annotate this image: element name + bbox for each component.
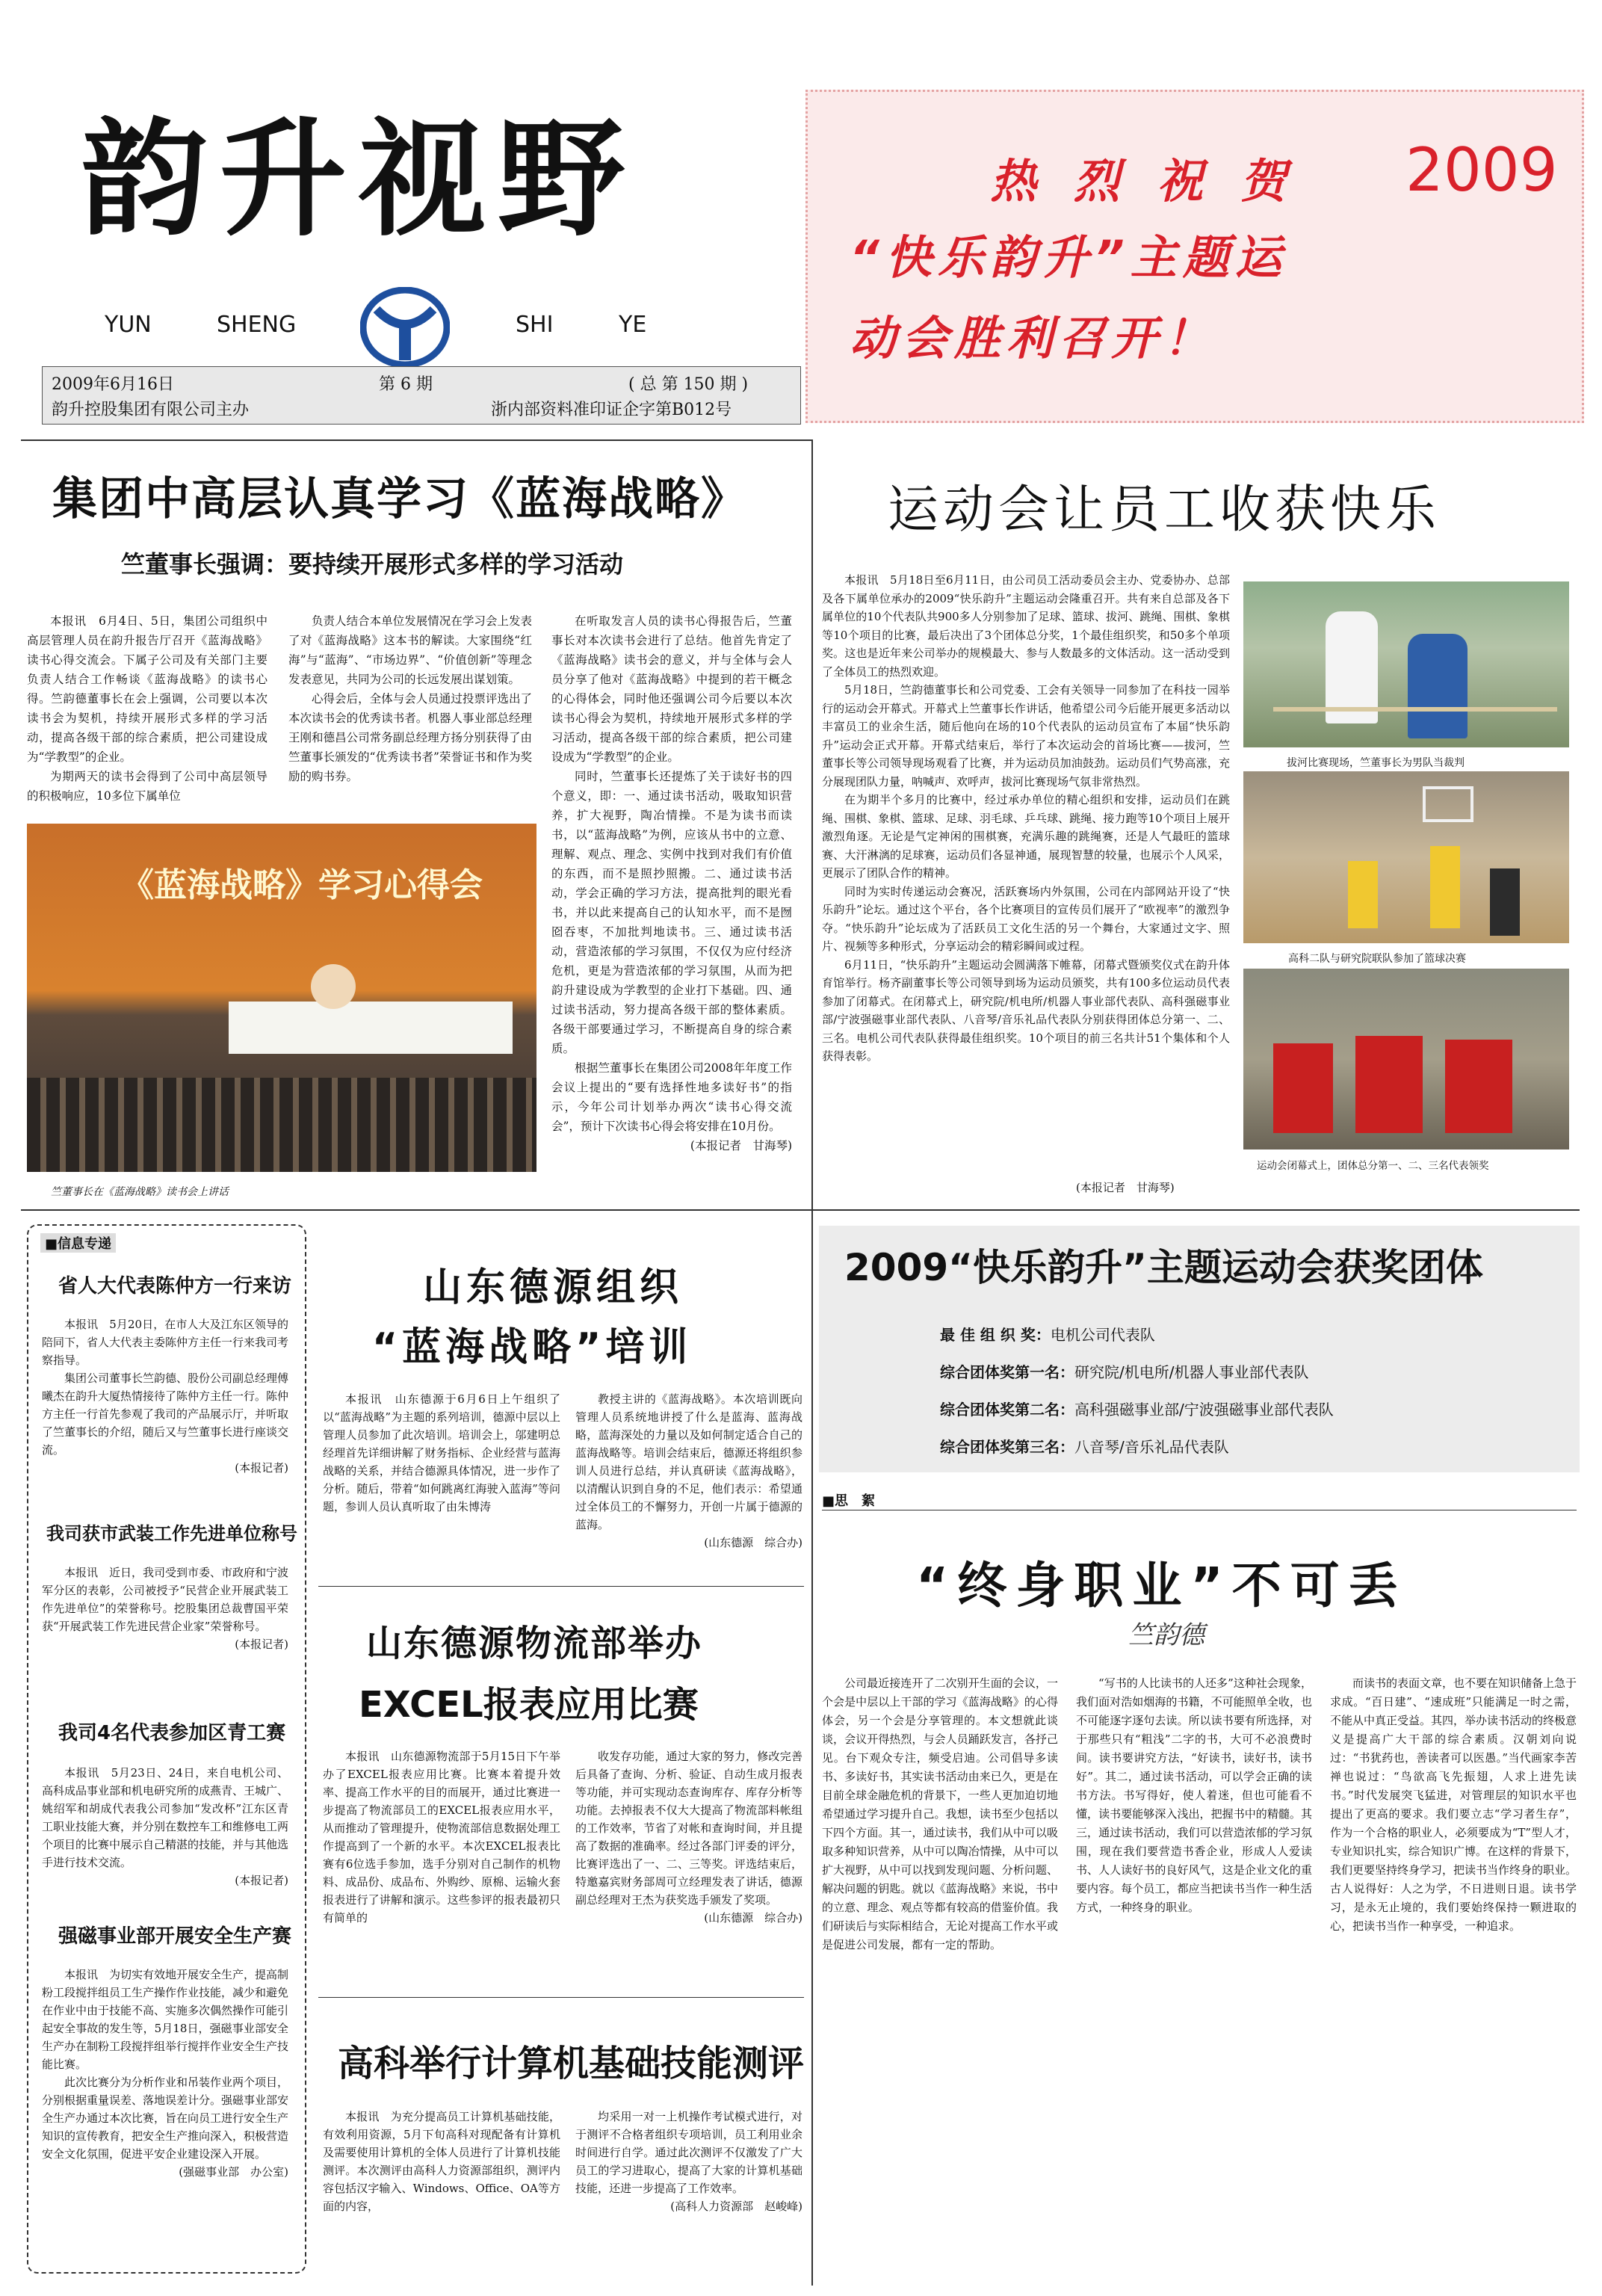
games-body	[822, 571, 1230, 1169]
audience	[27, 1078, 536, 1172]
para: 集团公司董事长竺韵德、股份公司副总经理傅曦杰在韵升大厦热情接待了陈仲方主任一行。陈仲方主任一行首先参观了我司的产品展示厅，并听取了竺董事长的介绍，随后又与竺董事长进行座谈交流。	[42, 1371, 288, 1457]
info-item-body	[42, 1315, 288, 1502]
essay-col2	[1076, 1674, 1312, 2280]
pinyin-ye: YE	[619, 312, 647, 338]
player	[1430, 846, 1460, 928]
blue-ocean-col2	[288, 611, 532, 813]
info-item-body	[42, 1764, 288, 1943]
para: 6月11日，“快乐韵升”主题运动会圆满落下帷幕，闭幕式暨颁奖仪式在韵升体育馆举行。杨齐副董事长等公司领导到场为运动员颁奖，共有100多位运动员代表参加了闭幕式。在闭幕式上，研究院/机电所/机器人事业部代表队、高科强磁事业部/宁波强磁事业部代表队、八音琴/音乐礼品代表队分别获得团体总分第一、二、三名。电机公司代表队获得最佳组织奖。10个项目的前三名共计51个集体和个人获得表彰。	[822, 957, 1230, 1063]
para: 心得会后，全体与会人员通过投票评选出了本次读书会的优秀读书者。机器人事业部总经理王刚和德昌公司常务副总经理方扬分别获得了由竺董事长颁发的“优秀读书者”荣誉证书和作为奖励的购书券。	[288, 692, 532, 783]
column-divider-top	[811, 439, 813, 1209]
games-byline: (本报记者 甘海琴)	[1076, 1181, 1175, 1194]
award-label: 综合团体奖第一名：	[940, 1363, 1074, 1381]
computer-col2	[575, 2108, 802, 2280]
essay-label: ■思 絮	[822, 1493, 876, 1509]
awards-title: 2009“快乐韵升”主题运动会获奖团体	[844, 1246, 1483, 1289]
para: 均采用一对一上机操作考试模式进行，对于测评不合格者组织专项培训，员工利用业余时间进行自学。通过此次测评不仅激发了广大员工的学习进取心，提高了大家的计算机基础技能，还进一步提高了工作效率。	[575, 2110, 802, 2195]
banner-year: 2009	[1405, 135, 1558, 205]
award-label: 综合团体奖第二名：	[940, 1401, 1074, 1419]
section-divider	[21, 1209, 1580, 1211]
byline: (山东德源 综合办)	[704, 1536, 802, 1549]
training-headline-2: “蓝海战略”培训	[372, 1325, 693, 1370]
company-logo	[360, 287, 450, 368]
para: 本报讯 5月18日至6月11日，由公司员工活动委员会主办、党委协办、总部及各下属单位承办的2009“快乐韵升”主题运动会隆重召开。共有来自总部及各下属单位的10个代表队共900多人分别参加了足球、篮球、拔河、跳绳、围棋、象棋等10个项目的比赛，最后决出了3个团体总分奖，1个最佳组织奖，和50多个单项奖。这也是近年来公司举办的规模最大、参与人数最多的文体活动。这一活动受到了全体员工的热烈欢迎。	[822, 573, 1230, 679]
hoop	[1423, 786, 1473, 822]
info-item-body	[42, 1564, 288, 1713]
byline: (高科人力资源部 赵峻峰)	[670, 2200, 802, 2213]
para: 本报讯 山东德源于6月6日上午组织了以“蓝海战略”为主题的系列培训，德源中层以上管理人员参加了此次培训。培训会上，邬建明总经理首先详细讲解了财务指标、企业经营与蓝海战略的关系，并结合德源具体情况，进一步作了分析。随后，带着“如何跳离红海驶入蓝海”等问题，参训人员认真听取了由朱博涛	[323, 1392, 560, 1513]
essay-col1	[822, 1674, 1058, 2280]
celebration-banner	[805, 90, 1584, 423]
banner-line2: “快乐韵升”主题运	[850, 230, 1287, 285]
pinyin-shi: SHI	[516, 312, 554, 338]
byline: (本报记者 甘海琴)	[690, 1139, 792, 1152]
award-value: 高科强磁事业部/宁波强磁事业部代表队	[1074, 1401, 1334, 1419]
para: 本报讯 山东德源物流部于5月15日下午举办了EXCEL报表应用比赛。比赛本着提升效率、提高工作水平的目的而展开，通过比赛进一步提高了物流部员工的EXCEL报表应用水平，从而推动了管理提升，使物流部信息数据处理工作提高到了一个新的水平。本次EXCEL报表比赛有6位选手参加，选手分别对自己制作的机物料、成品份、成品布、外购纱、原棉、运输火套报表进行了讲解和演示。这些参评的报表最初只有简单的	[323, 1750, 560, 1925]
essay-title: “终身职业”不可丢	[916, 1557, 1407, 1614]
para: 本报讯 为切实有效地开展安全生产，提高制粉工段搅拌组员工生产操作作业技能，减少和避免在作业中由于技能不高、实施多次偶然操作可能引起安全事故的发生等，5月18日，强磁事业部安全生产办在制粉工段搅拌组举行搅拌作业安全生产技能比赛。	[42, 1968, 288, 2071]
award-row	[940, 1323, 1155, 1345]
info-box	[27, 1224, 306, 2274]
byline: (本报记者)	[235, 1461, 288, 1475]
tug-photo-caption: 拔河比赛现场，竺董事长为男队当裁判	[1287, 757, 1465, 769]
computer-headline: 高科举行计算机基础技能测评	[338, 2043, 805, 2084]
training-col2	[575, 1390, 802, 1570]
award-row	[940, 1360, 1308, 1382]
blue-ocean-photo-caption: 竺董事长在《蓝海战略》读书会上讲话	[51, 1186, 229, 1198]
award-banner	[1273, 1043, 1333, 1133]
info-item-title: 我司4名代表参加区青工赛	[58, 1722, 286, 1744]
blue-ocean-photo	[27, 824, 536, 1172]
issue-info-box	[42, 366, 801, 425]
stage-table	[229, 1002, 513, 1054]
para: 在听取发言人员的读书心得报告后，竺董事长对本次读书会进行了总结。他首先肯定了《蓝海战略》读书会的意义，并与全体与会人员分享了他对《蓝海战略》中提到的若干概念的心得体会，同时他还强调公司今后要以本次读书心得会为契机，持续地开展形式多样的学习活动，提高各级干部的综合素质，把公司建设成为“学教型”的企业。	[551, 614, 792, 764]
computer-col1	[323, 2108, 560, 2280]
para: 同时，竺董事长还提炼了关于读好书的四个意义，即：一、通过读书活动，吸取知识营养，扩大视野，陶冶情操。不是为读书而读书，以“蓝海战略”为例，应该从书中的立意、理解、观点、理念、实例中找到对我们有价值的东西，而不是照抄照搬。二、通过读书活动，学会正确的学习方法，提高批判的眼光看书，并以此来提高自己的认知水平，而不是囫囵吞枣，不加批判地读书。三、通过读书活动，营造浓郁的学习氛围，不仅仅为应付经济危机，更是为营造浓郁的学习氛围，从而为把韵升建设成为学教型的企业打下基础。四、通过读书活动，努力提高各级干部的整体素质。各级干部要通过学习，不断提高自身的综合素质。	[551, 770, 792, 1055]
byline: (山东德源 综合办)	[704, 1911, 802, 1925]
para: 本报讯 5月23日、24日，来自电机公司、高科成品事业部和机电研究所的成燕青、王城广、姚绍军和胡成代表我公司参加“发改杯”江东区青工职业技能大赛，并分别在数控车工和维修电工两个项目的比赛中展示自己精湛的技能，并与其他选手进行技术交流。	[42, 1766, 288, 1869]
ceremony-photo-caption: 运动会闭幕式上，团体总分第一、二、三名代表领奖	[1257, 1160, 1489, 1172]
award-banner	[1355, 1036, 1423, 1133]
para: 5月18日，竺韵德董事长和公司党委、工会有关领导一同参加了在科技一园举行的运动会开幕式。开幕式上竺董事长作讲话，他希望公司今后能开展更多活动以丰富员工的业余生活，随后他向在场的10个代表队的运动员宣布了本届“快乐韵升”运动会正式开幕。开幕式结束后，举行了本次运动会的首场比赛——拔河，竺董事长等公司领导现场观看了比赛，并为运动员加油鼓劲。运动员们气势高涨，充分展现团队力量，呐喊声、欢呼声，拔河比赛现场气氛非常热烈。	[822, 683, 1230, 789]
award-row	[940, 1435, 1229, 1457]
pinyin-yun: YUN	[105, 312, 152, 338]
byline: (本报记者)	[235, 1638, 288, 1651]
award-row	[940, 1398, 1334, 1419]
info-box-label: ■信息专递	[40, 1233, 116, 1253]
issue-number: 第 6 期	[379, 375, 433, 394]
training-headline-1: 山东德源组织	[423, 1265, 684, 1310]
byline: (本报记者)	[235, 1874, 288, 1887]
award-banner	[1445, 1040, 1512, 1133]
banner-line1: 热 烈 祝 贺	[990, 154, 1297, 209]
award-label: 综合团体奖第三名：	[940, 1438, 1074, 1456]
blue-ocean-subhead: 竺董事长强调：要持续开展形式多样的学习活动	[121, 550, 624, 578]
para: 同时为实时传递运动会赛况，活跃赛场内外氛围，公司在内部网站开设了“快乐韵升”论坛。通过这个平台，各个比赛项目的宣传员们展开了“欧视率”的激烈争夺。“快乐韵升”论坛成为了活跃员工文化生活的另一个舞台，大家通过文字、照片、视频等多种形式，分享运动会的精彩瞬间或过程。	[822, 884, 1230, 953]
games-headline: 运动会让员工收获快乐	[888, 481, 1441, 540]
para: 本报讯 6月4日、5日，集团公司组织中高层管理人员在韵升报告厅召开《蓝海战略》读书心得交流会。下属子公司及有关部门主要负责人结合工作畅谈《蓝海战略》的读书心得。竺韵德董事长在会上强调，公司要以本次读书会为契机，持续开展形式多样的学习活动，提高各级干部的综合素质，把公司建设成为“学教型”的企业。	[27, 614, 267, 764]
divider	[318, 1997, 804, 1998]
excel-headline-1: 山东德源物流部举办	[366, 1623, 703, 1664]
para: 公司最近接连开了二次别开生面的会议，一个会是中层以上干部的学习《蓝海战略》的心得体会，另一个会是分享管理的。本文想就此谈谈，会议开得热烈，与会人员踊跃发言，各抒己见。台下观众专注，频受启迪。公司倡导多读书、多读好书，其实读书活动由来已久，更是在目前全球金融危机的背景下，一些人更加迫切地希望通过学习提升自己。我想，读书至少包括以下四个方面。其一，通过读书，我们从中可以吸取多种知识营养，从中可以陶冶情操，从中可以扩大视野，从中可以找到发现问题、分析问题、解决问题的钥匙。就以《蓝海战略》来说，书中的立意、理念、观点等都有较高的借鉴价值。我们研读后与实际相结合，无论对提高工作水平或是促进公司发展，都有一定的帮助。	[822, 1676, 1058, 1951]
awards-box	[819, 1226, 1580, 1472]
info-item-title: 强磁事业部开展安全生产赛	[58, 1925, 292, 1948]
para: 本报讯 5月20日，在市人大及江东区领导的陪同下，省人大代表主委陈仲方主任一行来我司考察指导。	[42, 1318, 288, 1367]
para: 本报讯 近日，我司受到市委、市政府和宁波军分区的表彰，公司被授予“民营企业开展武装工作先进单位”的荣誉称号。挖股集团总裁曹国平荣获“开展武装工作先进民营企业家”荣誉称号。	[42, 1566, 288, 1633]
player	[1348, 861, 1378, 928]
excel-headline-2: EXCEL报表应用比赛	[359, 1684, 699, 1726]
closing-ceremony-photo	[1243, 969, 1569, 1149]
speaker-figure	[311, 964, 356, 1009]
para: 此次比赛分为分析作业和吊装作业两个项目，分别根据重量误差、落地误差计分。强磁事业部安全生产办通过本次比赛，旨在向员工进行安全生产知识的宣传教育，把安全生产推向深入，积极营造安全文化氛围，促进平安企业建设深入开展。	[42, 2076, 288, 2161]
award-value: 八音琴/音乐礼品代表队	[1074, 1438, 1229, 1456]
para: 而读书的表面文章，也不要在知识储备上急于求成。“百日建”、“速成班”只能满足一时之需，不能从中真正受益。其四，举办读书活动的终极意义是提高广大干部的综合素质。汉朝刘向说过：“书犹药也，善读者可以医愚。”当代画家李苦禅也说过：“鸟欲高飞先振翅，人求上进先读书。”时代发展突飞猛进，对管理层的知识水平也提出了更高的要求。我们要立志“学习者生存”，作为一个合格的职业人，必须要成为“T”型人才，专业知识扎实，综合知识广博。在这样的背景下，我们更要坚持终身学习，把读书当作终身的职业。古人说得好：人之为学，不日进则日退。读书学习，是永无止境的，我们要始终保持一颗进取的心，把读书当作一种享受，一种追求。	[1330, 1676, 1577, 1933]
sponsor: 韵升控股集团有限公司主办	[52, 401, 250, 419]
para: 在为期半个多月的比赛中，经过承办单位的精心组织和安排，运动员们在跳绳、围棋、象棋、篮球、足球、羽毛球、乒乓球、跳绳、接力跑等10个项目上展开激烈角逐。无论是气定神闲的围棋赛，充满乐趣的跳绳赛，还是人气最旺的篮球赛、大汗淋漓的足球赛，运动员们各显神通，展现智慧的较量，也展示个人风采，更展示了团队合作的精神。	[822, 793, 1230, 880]
blue-ocean-headline: 集团中高层认真学习《蓝海战略》	[52, 473, 747, 525]
info-item-title: 省人大代表陈仲方一行来访	[58, 1275, 292, 1297]
paper-title: 韵升视野	[81, 105, 637, 254]
banner-line3: 动会胜利召开！	[850, 311, 1216, 365]
excel-col1	[323, 1747, 560, 1972]
award-label: 最 佳 组 织 奖：	[940, 1326, 1051, 1344]
author-signature: 竺韵德	[1128, 1620, 1204, 1650]
para: 为期两天的读书会得到了公司中高层领导的积极响应，10多位下属单位	[27, 770, 267, 803]
column-divider-bottom	[811, 1209, 813, 2286]
para: 根据竺董事长在集团公司2008年年度工作会议上提出的“要有选择性地多读好书”的指示，今年公司计划举办两次“读书心得交流会”，预计下次读书心得会将安排在10月份。	[551, 1061, 792, 1133]
blue-ocean-col1	[27, 611, 267, 813]
para: 负责人结合本单位发展情况在学习会上发表了对《蓝海战略》这本书的解读。大家围绕“红海”与“蓝海”、“市场边界”、“价值创新”等理念发表意见，共同为公司的长远发展出谋划策。	[288, 614, 532, 686]
award-value: 电机公司代表队	[1050, 1326, 1155, 1344]
training-col1	[323, 1390, 560, 1570]
para: 本报讯 为充分提高员工计算机基础技能，有效利用资源，5月下旬高科对现配备有计算机及需要使用计算机的全体人员进行了计算机技能测评。本次测评由高科人力资源部组织，测评内容包括汉字输入、Windows、Office、OA等方面的内容，	[323, 2110, 560, 2213]
award-value: 研究院/机电所/机器人事业部代表队	[1074, 1363, 1309, 1381]
divider	[318, 1586, 804, 1587]
license-number: 浙内部资料准印证企字第B012号	[491, 401, 732, 419]
basketball-photo-caption: 高科二队与研究院联队参加了篮球决赛	[1288, 953, 1466, 965]
player	[1490, 868, 1520, 936]
essay-col3	[1330, 1674, 1577, 2280]
masthead-divider	[21, 439, 813, 441]
blue-ocean-col3	[551, 611, 792, 1194]
para: “写书的人比读书的人还多”这种社会现象，我们面对浩如烟海的书籍，不可能照单全收，也不可能逐字逐句去读。所以读书要有所选择，对于那些只有“粗浅”二字的书，大可不必浪费时间。读书要讲究方法，“好读书，读好书，读书好”。其二，通过读书活动，可以学会正确的读书方法。书写得好，使人着迷，但也可能看不懂，读书要能够深入浅出，把握书中的精髓。其三，通过读书活动，我们可以营造浓郁的学习氛围，现在我们要营造书香企业，形成人人爱读书、人人读好书的良好风气，这是企业文化的重要内容。每个员工，都应当把读书当作一种生活方式，一种终身的职业。	[1076, 1676, 1312, 1914]
info-item-title: 我司获市武装工作先进单位称号	[46, 1523, 297, 1544]
rope	[1273, 707, 1557, 712]
issue-date: 2009年6月16日	[52, 375, 174, 394]
figure	[1408, 634, 1468, 738]
pinyin-sheng: SHENG	[217, 312, 297, 338]
excel-col2	[575, 1747, 802, 1972]
para: 教授主讲的《蓝海战略》。本次培训既向管理人员系统地讲授了什么是蓝海、蓝海战略，蓝海深处的力量以及如何制定适合自己的蓝海战略等。培训会结束后，德源还将组织参训人员进行总结，并认真研读《蓝海战略》，以清醒认识到自身的不足，他们表示：希望通过全体员工的不懈努力，开创一片属于德源的蓝海。	[575, 1392, 802, 1531]
info-item-body	[42, 1966, 288, 2265]
photo-banner-text: 《蓝海战略》学习心得会	[121, 866, 483, 904]
basketball-photo	[1243, 771, 1569, 943]
total-issue: ( 总 第 150 期 )	[628, 375, 749, 394]
byline: (强磁事业部 办公室)	[179, 2165, 288, 2179]
tug-of-war-photo	[1243, 581, 1569, 747]
para: 收发存功能，通过大家的努力，修改完善后具备了查询、分析、验证、自动生成月报表等功能，并可实现动态查询库存、库存分析等功能。去掉报表不仅大大提高了物流部料帐组的工作效率，节省了对帐和查询时间，并且提高了数据的准确率。经过各部门评委的评分，比赛评选出了一、二、三等奖。评选结束后，特邀嘉宾财务部周可立经理发表了讲话，德源副总经理对王杰为获奖选手颁发了奖项。	[575, 1750, 802, 1907]
